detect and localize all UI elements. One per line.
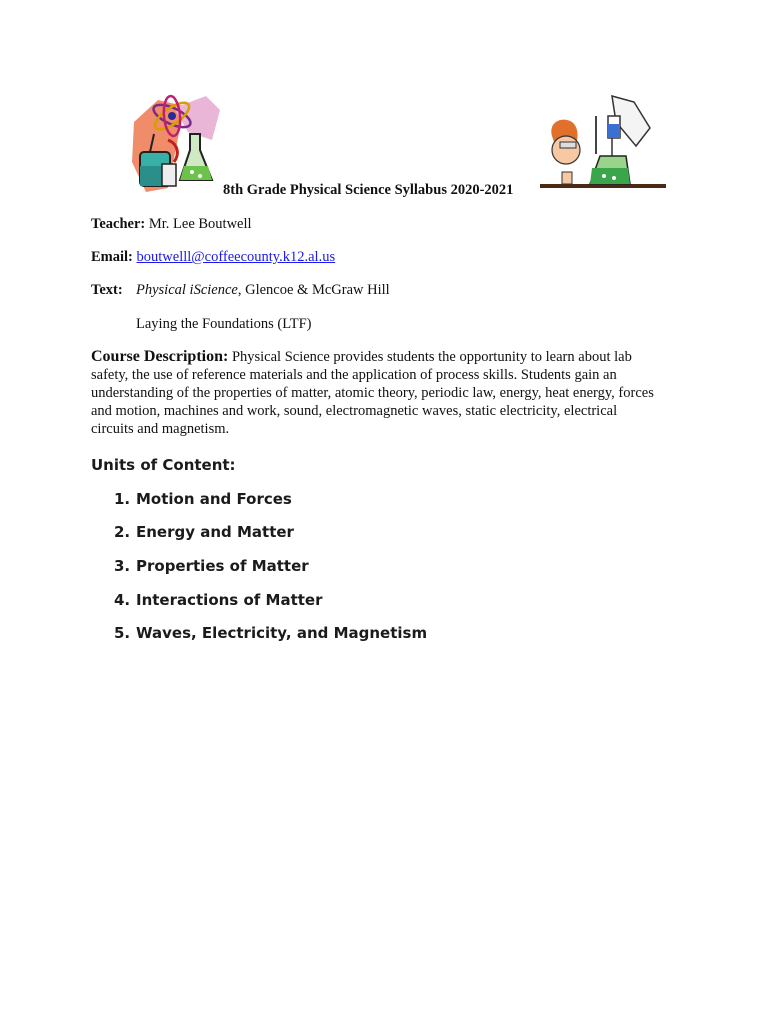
textbook-publisher: , Glencoe & McGraw Hill — [237, 282, 390, 298]
unit-item: 2. Energy and Matter — [114, 523, 294, 541]
second-textbook: Laying the Foundations (LTF) — [136, 316, 312, 332]
text-label: Text: — [91, 282, 123, 298]
unit-item: 1. Motion and Forces — [114, 490, 292, 508]
unit-item: 5. Waves, Electricity, and Magnetism — [114, 624, 428, 642]
units-heading: Units of Content: — [91, 456, 236, 474]
page-title: 8th Grade Physical Science Syllabus 2020-2021 — [223, 182, 514, 198]
email-label: Email: — [91, 249, 133, 265]
course-description-body: Physical Science provides students the opportunity to learn about lab safety, the use of reference materials and the application of process skills. Students gain an understanding of the properties of matter, atomic theory, periodic law, energy, heat energy, forces and motion, machines and work, sound, electromagnetic waves, static electricity, electrical circuits and magnetism. — [91, 349, 654, 437]
unit-item: 3. Properties of Matter — [114, 557, 309, 575]
course-description-label: Course Description: — [91, 348, 229, 365]
email-line — [91, 249, 335, 266]
textbook-title: Physical iScience — [136, 282, 238, 298]
text-line — [91, 282, 390, 299]
course-description — [91, 348, 656, 438]
email-link[interactable]: boutwelll@coffeecounty.k12.al.us — [136, 249, 336, 265]
scientist-clipart — [538, 92, 668, 194]
teacher-label: Teacher: — [91, 216, 146, 232]
science-flasks-clipart — [128, 92, 224, 196]
teacher-name: Mr. Lee Boutwell — [148, 216, 252, 232]
teacher-line — [91, 216, 252, 233]
unit-item: 4. Interactions of Matter — [114, 591, 323, 609]
